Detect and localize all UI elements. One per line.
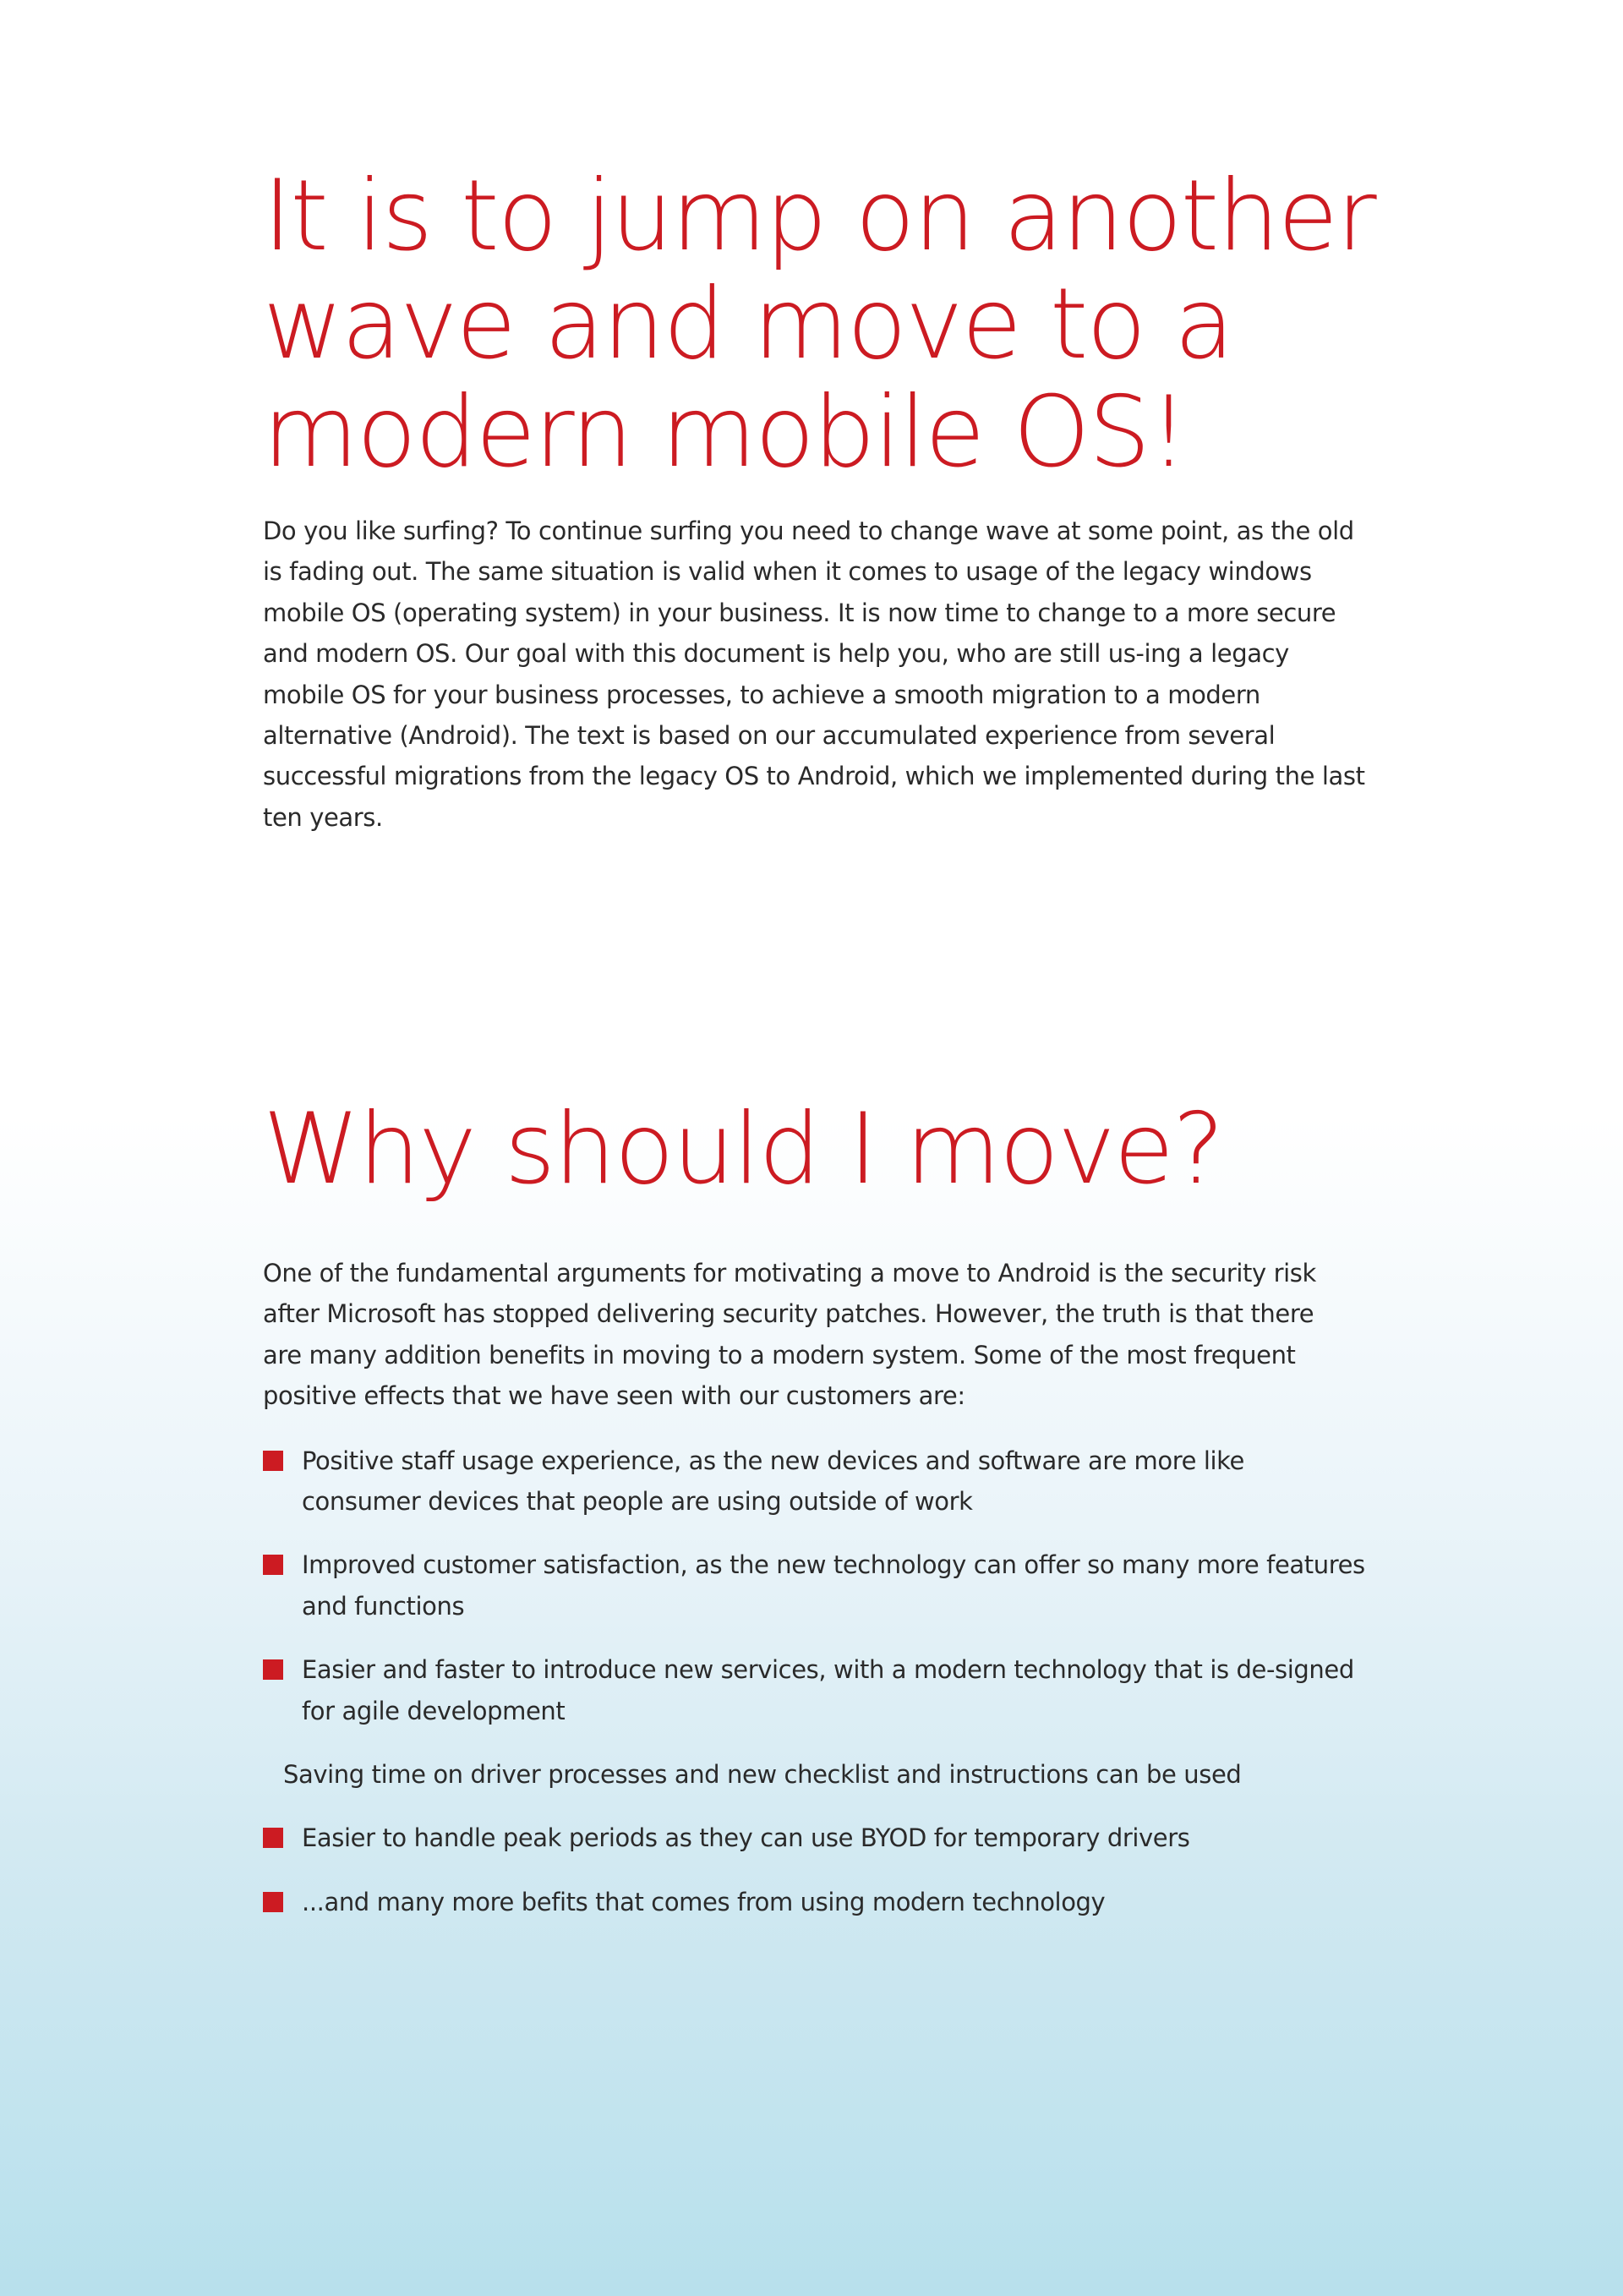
intro-section	[263, 159, 1375, 838]
bullet-square-icon	[263, 1892, 283, 1912]
benefit-item	[263, 1649, 1370, 1731]
bullet-square-icon	[263, 1828, 283, 1848]
benefit-text: Easier to handle peak periods as they can use BYOD for temporary drivers	[302, 1823, 1190, 1853]
benefit-text: Improved customer satisfaction, as the new technology can offer so many more features and functions	[302, 1550, 1365, 1621]
intro-paragraph: Do you like surfing? To continue surfing you need to change wave at some point, as the old is fading out. The same situation is valid when it comes to usage of the legacy windows mobile OS (operating system) in your business. It is now time to change to a more secure and modern OS. Our goal with this document is help you, who are still us-ing a legacy mobile OS for your business processes, to achieve a smooth migration to a modern alternative (Android). The text is based on our accumulated experience from several successful migrations from the legacy OS to Android, which we implemented during the last ten years.	[263, 517, 1365, 832]
benefit-text: Saving time on driver processes and new checklist and instructions can be used	[283, 1760, 1242, 1790]
bullet-square-icon	[263, 1555, 283, 1575]
benefit-item	[263, 1754, 1370, 1795]
why-move-heading: Why should I move?	[263, 1092, 1223, 1206]
benefit-item	[263, 1882, 1370, 1922]
benefit-item	[263, 1440, 1370, 1522]
benefit-text: ...and many more befits that comes from using modern technology	[302, 1887, 1106, 1916]
why-move-paragraph: One of the fundamental arguments for motivating a move to Android is the security risk after Microsoft has stopped delivering security patches. However, the truth is that there are many addition benefits in moving to a modern system. Some of the most frequent positive effects that we have seen with our customers are:	[263, 1259, 1316, 1411]
benefit-text: Positive staff usage experience, as the new devices and software are more like consumer devices that people are using outside of work	[302, 1446, 1244, 1517]
bullet-square-icon	[263, 1659, 283, 1680]
benefit-item	[263, 1544, 1370, 1626]
benefit-text: Easier and faster to introduce new services, with a modern technology that is de-signed for agile development	[302, 1655, 1354, 1725]
benefit-item	[263, 1818, 1370, 1858]
intro-heading: It is to jump on another wave and move to a modern mobile OS!	[263, 159, 1375, 489]
bullet-square-icon	[263, 1451, 283, 1471]
benefits-list	[263, 1440, 1370, 1923]
why-move-section	[263, 1092, 1370, 1945]
